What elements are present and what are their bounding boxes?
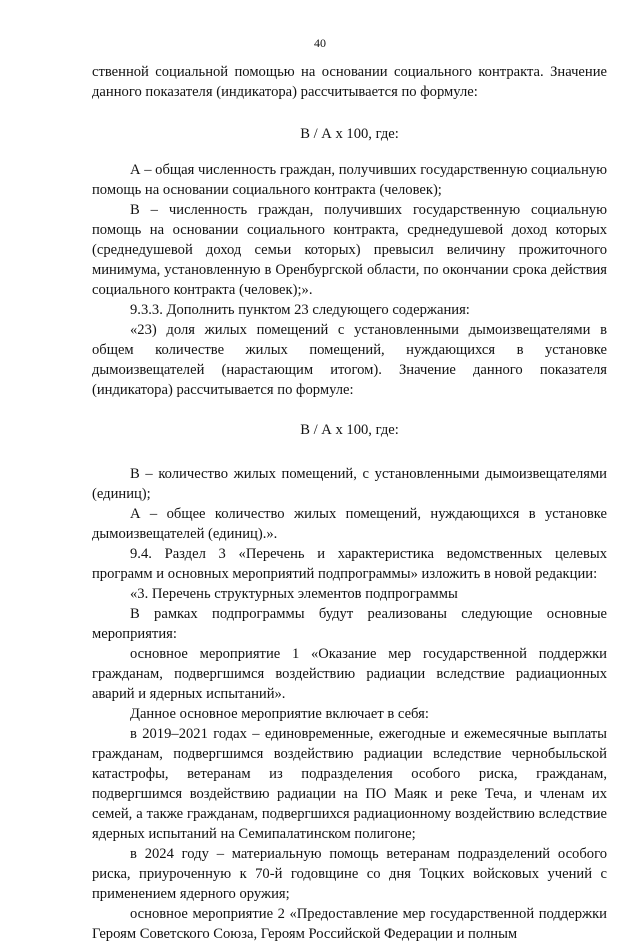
main-activity-1: основное мероприятие 1 «Оказание мер государственной поддержки гражданам, подвергшимся воздействию радиации вследствие радиационных аварий и ядерных испытаний». (92, 646, 607, 702)
section-heading: «3. Перечень структурных элементов подпрограммы (130, 586, 458, 602)
clause-9-3-3: 9.3.3. Дополнить пунктом 23 следующего содержания: (130, 302, 470, 318)
definition-a: А – общая численность граждан, получивших государственную социальную помощь на основании социального контракта (человек); (92, 162, 607, 198)
formula: В / А x 100, где: (300, 422, 399, 438)
definition-a: А – общее количество жилых помещений, нуждающихся в установке дымоизвещателей (единиц).». (92, 506, 607, 542)
clause-9-4: 9.4. Раздел 3 «Перечень и характеристика ведомственных целевых программ и основных мероприятий подпрограммы» изложить в новой редакции: (92, 546, 607, 582)
item-23: «23) доля жилых помещений с установленными дымоизвещателями в общем количестве жилых помещений, нуждающихся в установке дымоизвещателей (нарастающим итогом). Значение данного показателя (индикатора) рассчитывается по формуле: (92, 322, 607, 398)
definition-b: В – количество жилых помещений, с установленными дымоизвещателями (единиц); (92, 466, 607, 502)
paragraph-2024: в 2024 году – материальную помощь ветеранам подразделений особого риска, приуроченную к 70-й годовщине со дня Тоцких войсковых учений с применением ядерного оружия; (92, 846, 607, 902)
page-number: 40 (314, 36, 326, 50)
formula: В / А x 100, где: (300, 126, 399, 142)
main-activity-2: основное мероприятие 2 «Предоставление мер государственной поддержки Героям Советского Союза, Героям Российской Федерации и полным (92, 906, 607, 942)
paragraph-continuation: ственной социальной помощью на основании социального контракта. Значение данного показателя (индикатора) рассчитывается по формуле: (92, 64, 607, 100)
definition-b: В – численность граждан, получивших государственную социальную помощь на основании социального контракта, среднедушевой доход которых (среднедушевой доход семьи которых) превысил величину прожиточного минимума, установленную в Оренбургской области, по окончании срока действия социального контракта (человек);». (92, 202, 607, 298)
paragraph: В рамках подпрограммы будут реализованы следующие основные мероприятия: (92, 606, 607, 642)
paragraph-2019-2021: в 2019–2021 годах – единовременные, ежегодные и ежемесячные выплаты гражданам, подвергшимся воздействию радиации вследствие чернобыльской катастрофы, ветеранам из подразделения особого риска, гражданам, подвергшимся воздействию радиации на ПО Маяк и реке Теча, и членам их семей, а также гражданам, подвергшихся радиационному воздействию вследствие ядерных испытаний на Семипалатинском полигоне; (92, 726, 607, 842)
document-body (92, 62, 607, 944)
paragraph: Данное основное мероприятие включает в себя: (130, 706, 429, 722)
